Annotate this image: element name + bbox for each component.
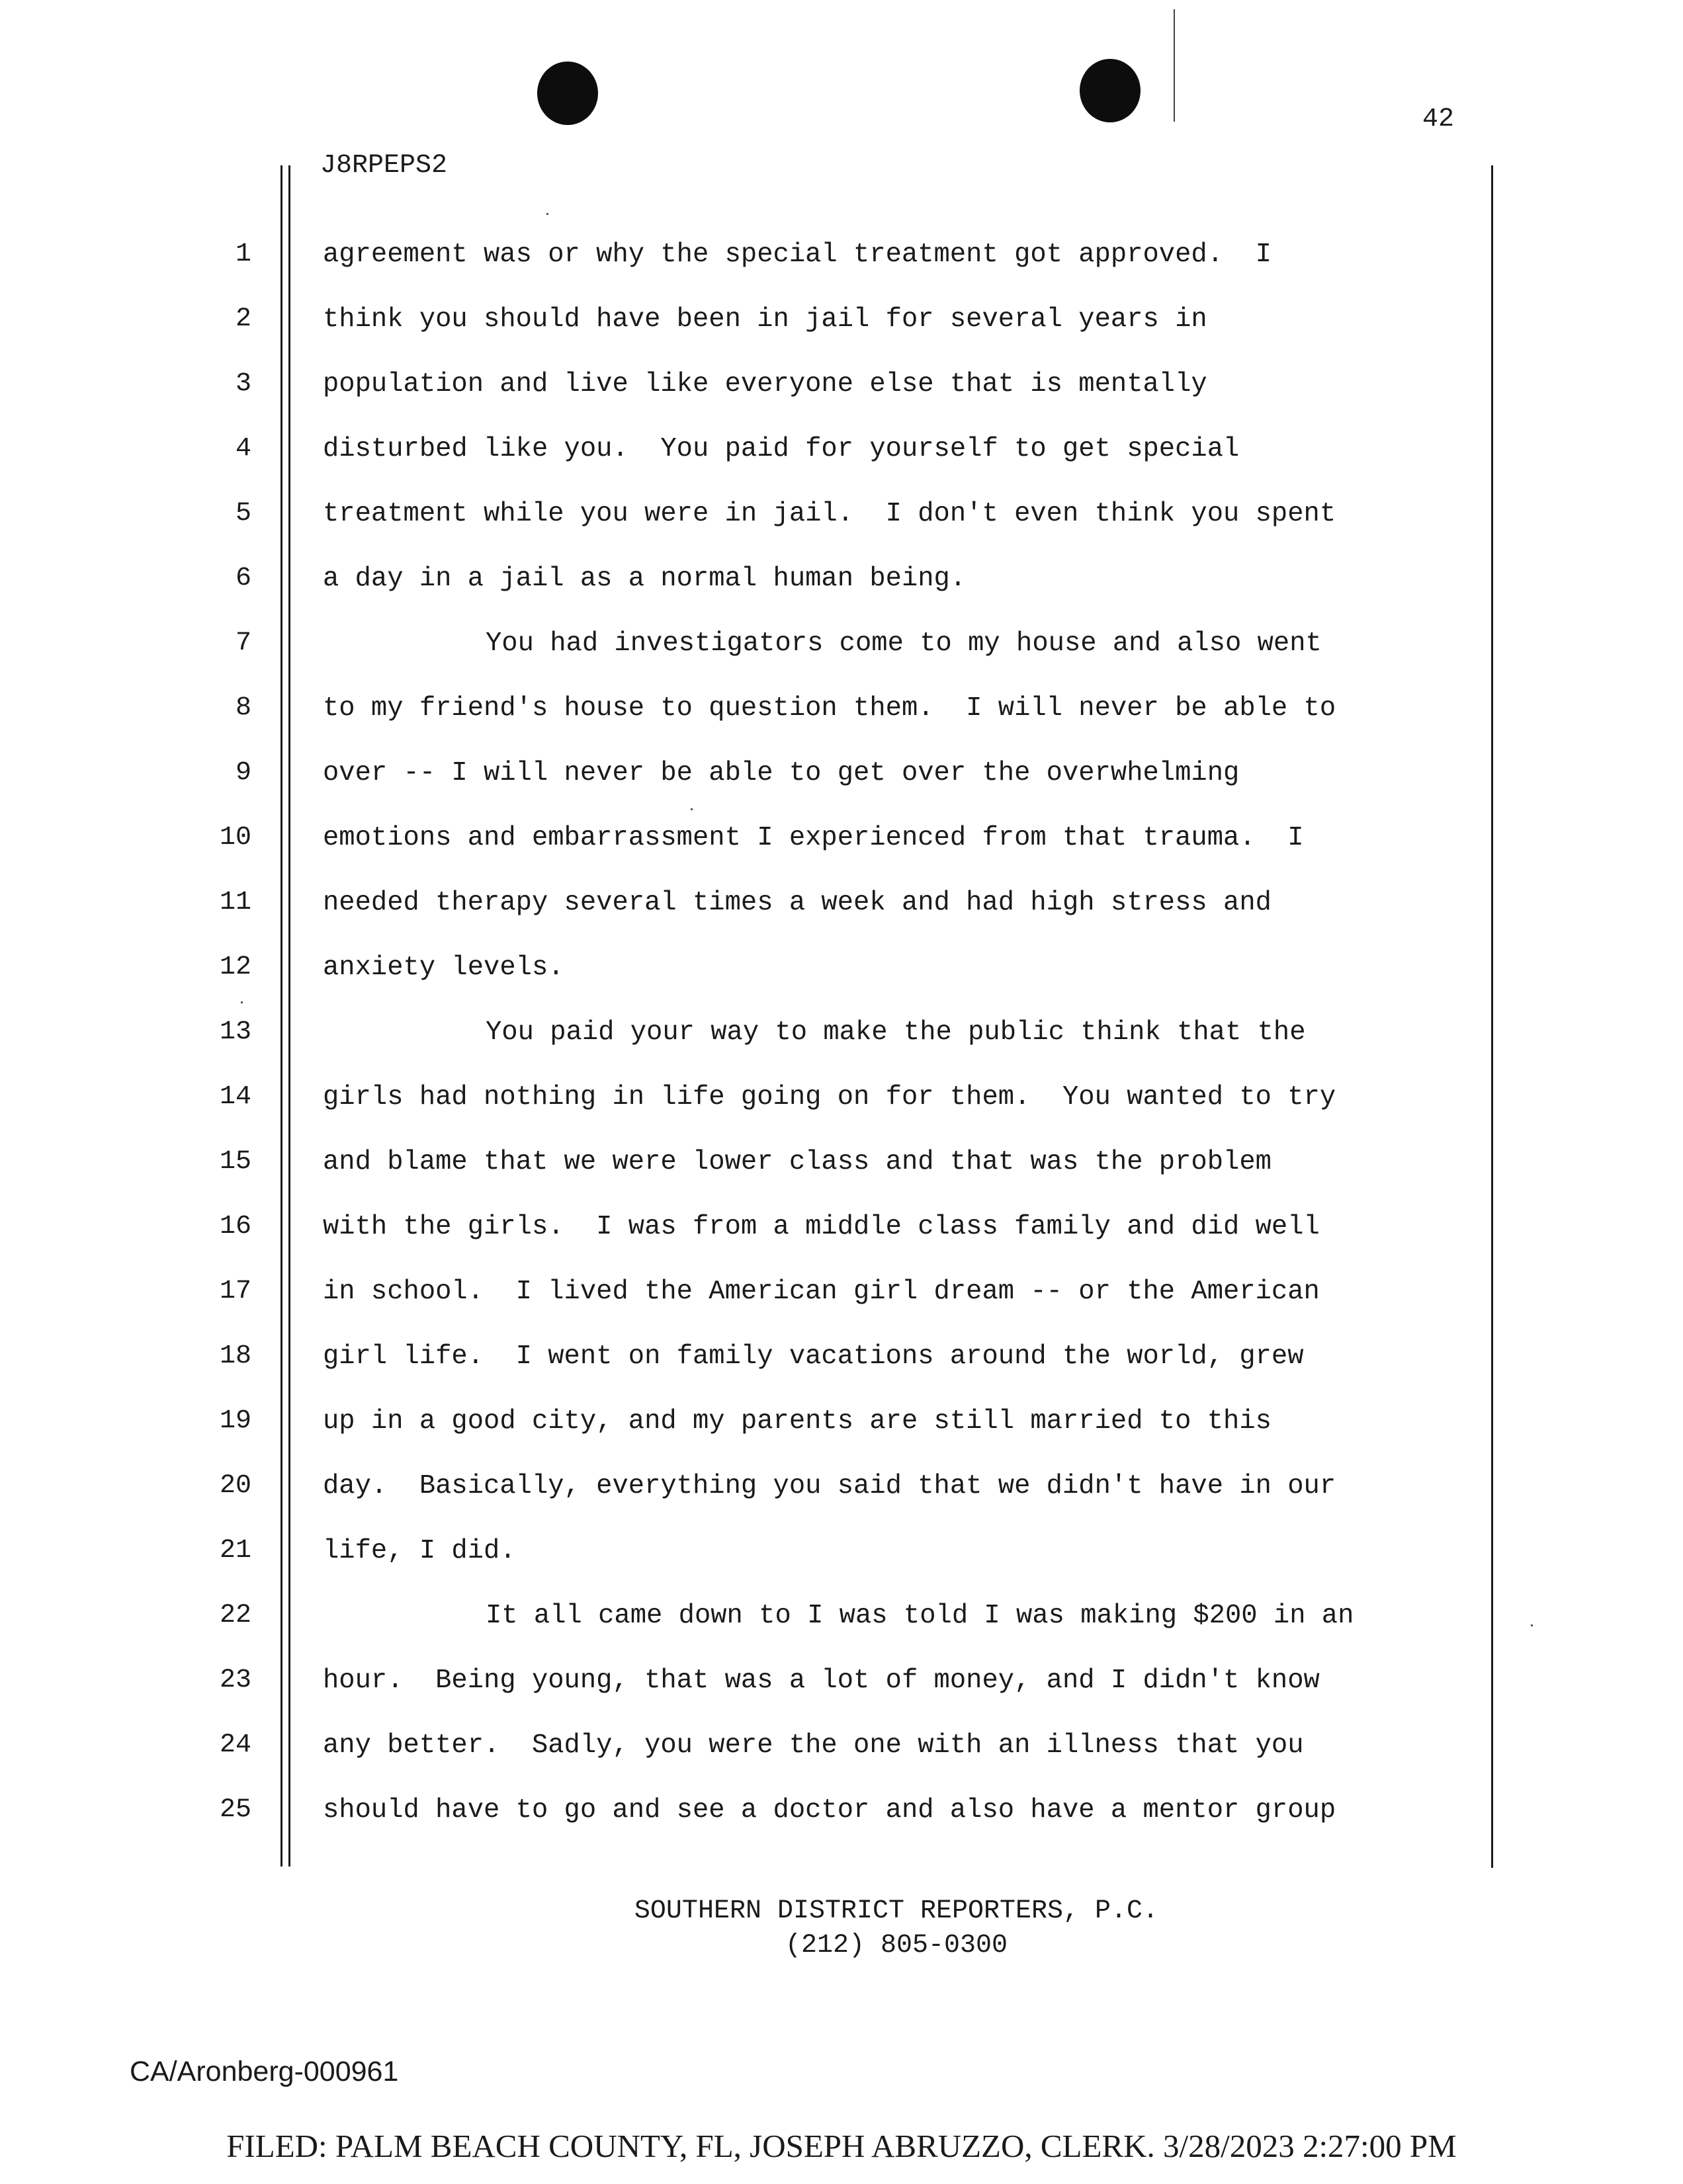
line-number: 4 bbox=[235, 434, 251, 464]
line-number: 23 bbox=[219, 1665, 251, 1695]
transcript-line bbox=[0, 1016, 1683, 1075]
reporter-name: SOUTHERN DISTRICT REPORTERS, P.C. bbox=[634, 1896, 1159, 1926]
line-text: girl life. I went on family vacations around the world, grew bbox=[323, 1341, 1304, 1372]
line-number: 15 bbox=[219, 1147, 251, 1177]
line-text: treatment while you were in jail. I don't even think you spent bbox=[323, 499, 1336, 529]
line-text: hour. Being young, that was a lot of money, and I didn't know bbox=[323, 1665, 1320, 1696]
line-number: 19 bbox=[219, 1406, 251, 1436]
line-text: You paid your way to make the public think that the bbox=[486, 1017, 1306, 1048]
case-identifier: J8RPEPS2 bbox=[320, 151, 448, 181]
line-text: think you should have been in jail for several years in bbox=[323, 304, 1207, 335]
transcript-line bbox=[0, 1729, 1683, 1788]
line-text: population and live like everyone else that is mentally bbox=[323, 369, 1207, 399]
transcript-line bbox=[0, 821, 1683, 881]
transcript-line bbox=[0, 627, 1683, 687]
transcript-line bbox=[0, 1081, 1683, 1140]
line-number: 5 bbox=[235, 499, 251, 528]
line-number: 14 bbox=[219, 1082, 251, 1112]
line-text: emotions and embarrassment I experienced from that trauma. I bbox=[323, 823, 1304, 853]
line-text: with the girls. I was from a middle class family and did well bbox=[323, 1212, 1320, 1242]
transcript-line bbox=[0, 562, 1683, 622]
line-number: 24 bbox=[219, 1730, 251, 1760]
line-text: any better. Sadly, you were the one with an illness that you bbox=[323, 1730, 1304, 1761]
line-number: 25 bbox=[219, 1795, 251, 1825]
line-number: 1 bbox=[235, 239, 251, 269]
line-text: day. Basically, everything you said that we didn't have in our bbox=[323, 1471, 1336, 1501]
transcript-line bbox=[0, 497, 1683, 557]
scan-artifact-line bbox=[1174, 9, 1175, 122]
line-number: 12 bbox=[219, 952, 251, 982]
line-number: 6 bbox=[235, 564, 251, 593]
reporter-footer bbox=[0, 1894, 1683, 1963]
line-number: 17 bbox=[219, 1277, 251, 1306]
line-number: 7 bbox=[235, 628, 251, 658]
transcript-line bbox=[0, 1794, 1683, 1853]
line-number: 9 bbox=[235, 758, 251, 788]
transcript-line bbox=[0, 368, 1683, 427]
transcript-line bbox=[0, 1275, 1683, 1335]
transcript-line bbox=[0, 1210, 1683, 1270]
line-text: up in a good city, and my parents are still married to this bbox=[323, 1406, 1272, 1437]
line-text: in school. I lived the American girl dream -- or the American bbox=[323, 1277, 1320, 1307]
line-number: 10 bbox=[219, 823, 251, 853]
line-text: over -- I will never be able to get over the overwhelming bbox=[323, 758, 1240, 788]
line-text: It all came down to I was told I was making $200 in an bbox=[486, 1601, 1354, 1631]
line-number: 13 bbox=[219, 1017, 251, 1047]
transcript-line bbox=[0, 1405, 1683, 1464]
transcript-line bbox=[0, 886, 1683, 946]
line-number: 16 bbox=[219, 1212, 251, 1241]
line-text: a day in a jail as a normal human being. bbox=[323, 564, 967, 594]
punch-hole-right bbox=[1080, 59, 1141, 122]
transcript-line bbox=[0, 433, 1683, 492]
line-number: 2 bbox=[235, 304, 251, 334]
scan-speck bbox=[546, 213, 548, 215]
line-text: to my friend's house to question them. I will never be able to bbox=[323, 693, 1336, 724]
line-text: should have to go and see a doctor and also have a mentor group bbox=[323, 1795, 1336, 1826]
line-number: 22 bbox=[219, 1601, 251, 1630]
line-text: life, I did. bbox=[323, 1536, 516, 1566]
line-text: and blame that we were lower class and that was the problem bbox=[323, 1147, 1272, 1177]
line-number: 3 bbox=[235, 369, 251, 399]
punch-hole-left bbox=[537, 62, 598, 125]
transcript-line bbox=[0, 1146, 1683, 1205]
transcript-line bbox=[0, 951, 1683, 1011]
transcript-line bbox=[0, 757, 1683, 816]
bates-number: CA/Aronberg-000961 bbox=[130, 2056, 399, 2087]
transcript-line bbox=[0, 303, 1683, 362]
line-text: anxiety levels. bbox=[323, 952, 564, 983]
line-text: girls had nothing in life going on for them. You wanted to try bbox=[323, 1082, 1336, 1113]
transcript-line bbox=[0, 1470, 1683, 1529]
transcript-line bbox=[0, 238, 1683, 298]
line-number: 11 bbox=[219, 888, 251, 917]
line-number: 20 bbox=[219, 1471, 251, 1501]
page-number: 42 bbox=[1422, 105, 1455, 134]
reporter-phone: (212) 805-0300 bbox=[785, 1931, 1008, 1960]
transcript-line bbox=[0, 1534, 1683, 1594]
transcript-line bbox=[0, 692, 1683, 751]
line-text: needed therapy several times a week and had high stress and bbox=[323, 888, 1272, 918]
line-number: 8 bbox=[235, 693, 251, 723]
line-text: You had investigators come to my house and also went bbox=[486, 628, 1322, 659]
line-number: 21 bbox=[219, 1536, 251, 1566]
filing-stamp: FILED: PALM BEACH COUNTY, FL, JOSEPH ABRUZZO, CLERK. 3/28/2023 2:27:00 PM bbox=[226, 2128, 1457, 2164]
transcript-line bbox=[0, 1340, 1683, 1400]
line-text: agreement was or why the special treatment got approved. I bbox=[323, 239, 1272, 270]
transcript-line bbox=[0, 1664, 1683, 1724]
line-number: 18 bbox=[219, 1341, 251, 1371]
transcript-line bbox=[0, 1599, 1683, 1659]
line-text: disturbed like you. You paid for yourself to get special bbox=[323, 434, 1240, 464]
